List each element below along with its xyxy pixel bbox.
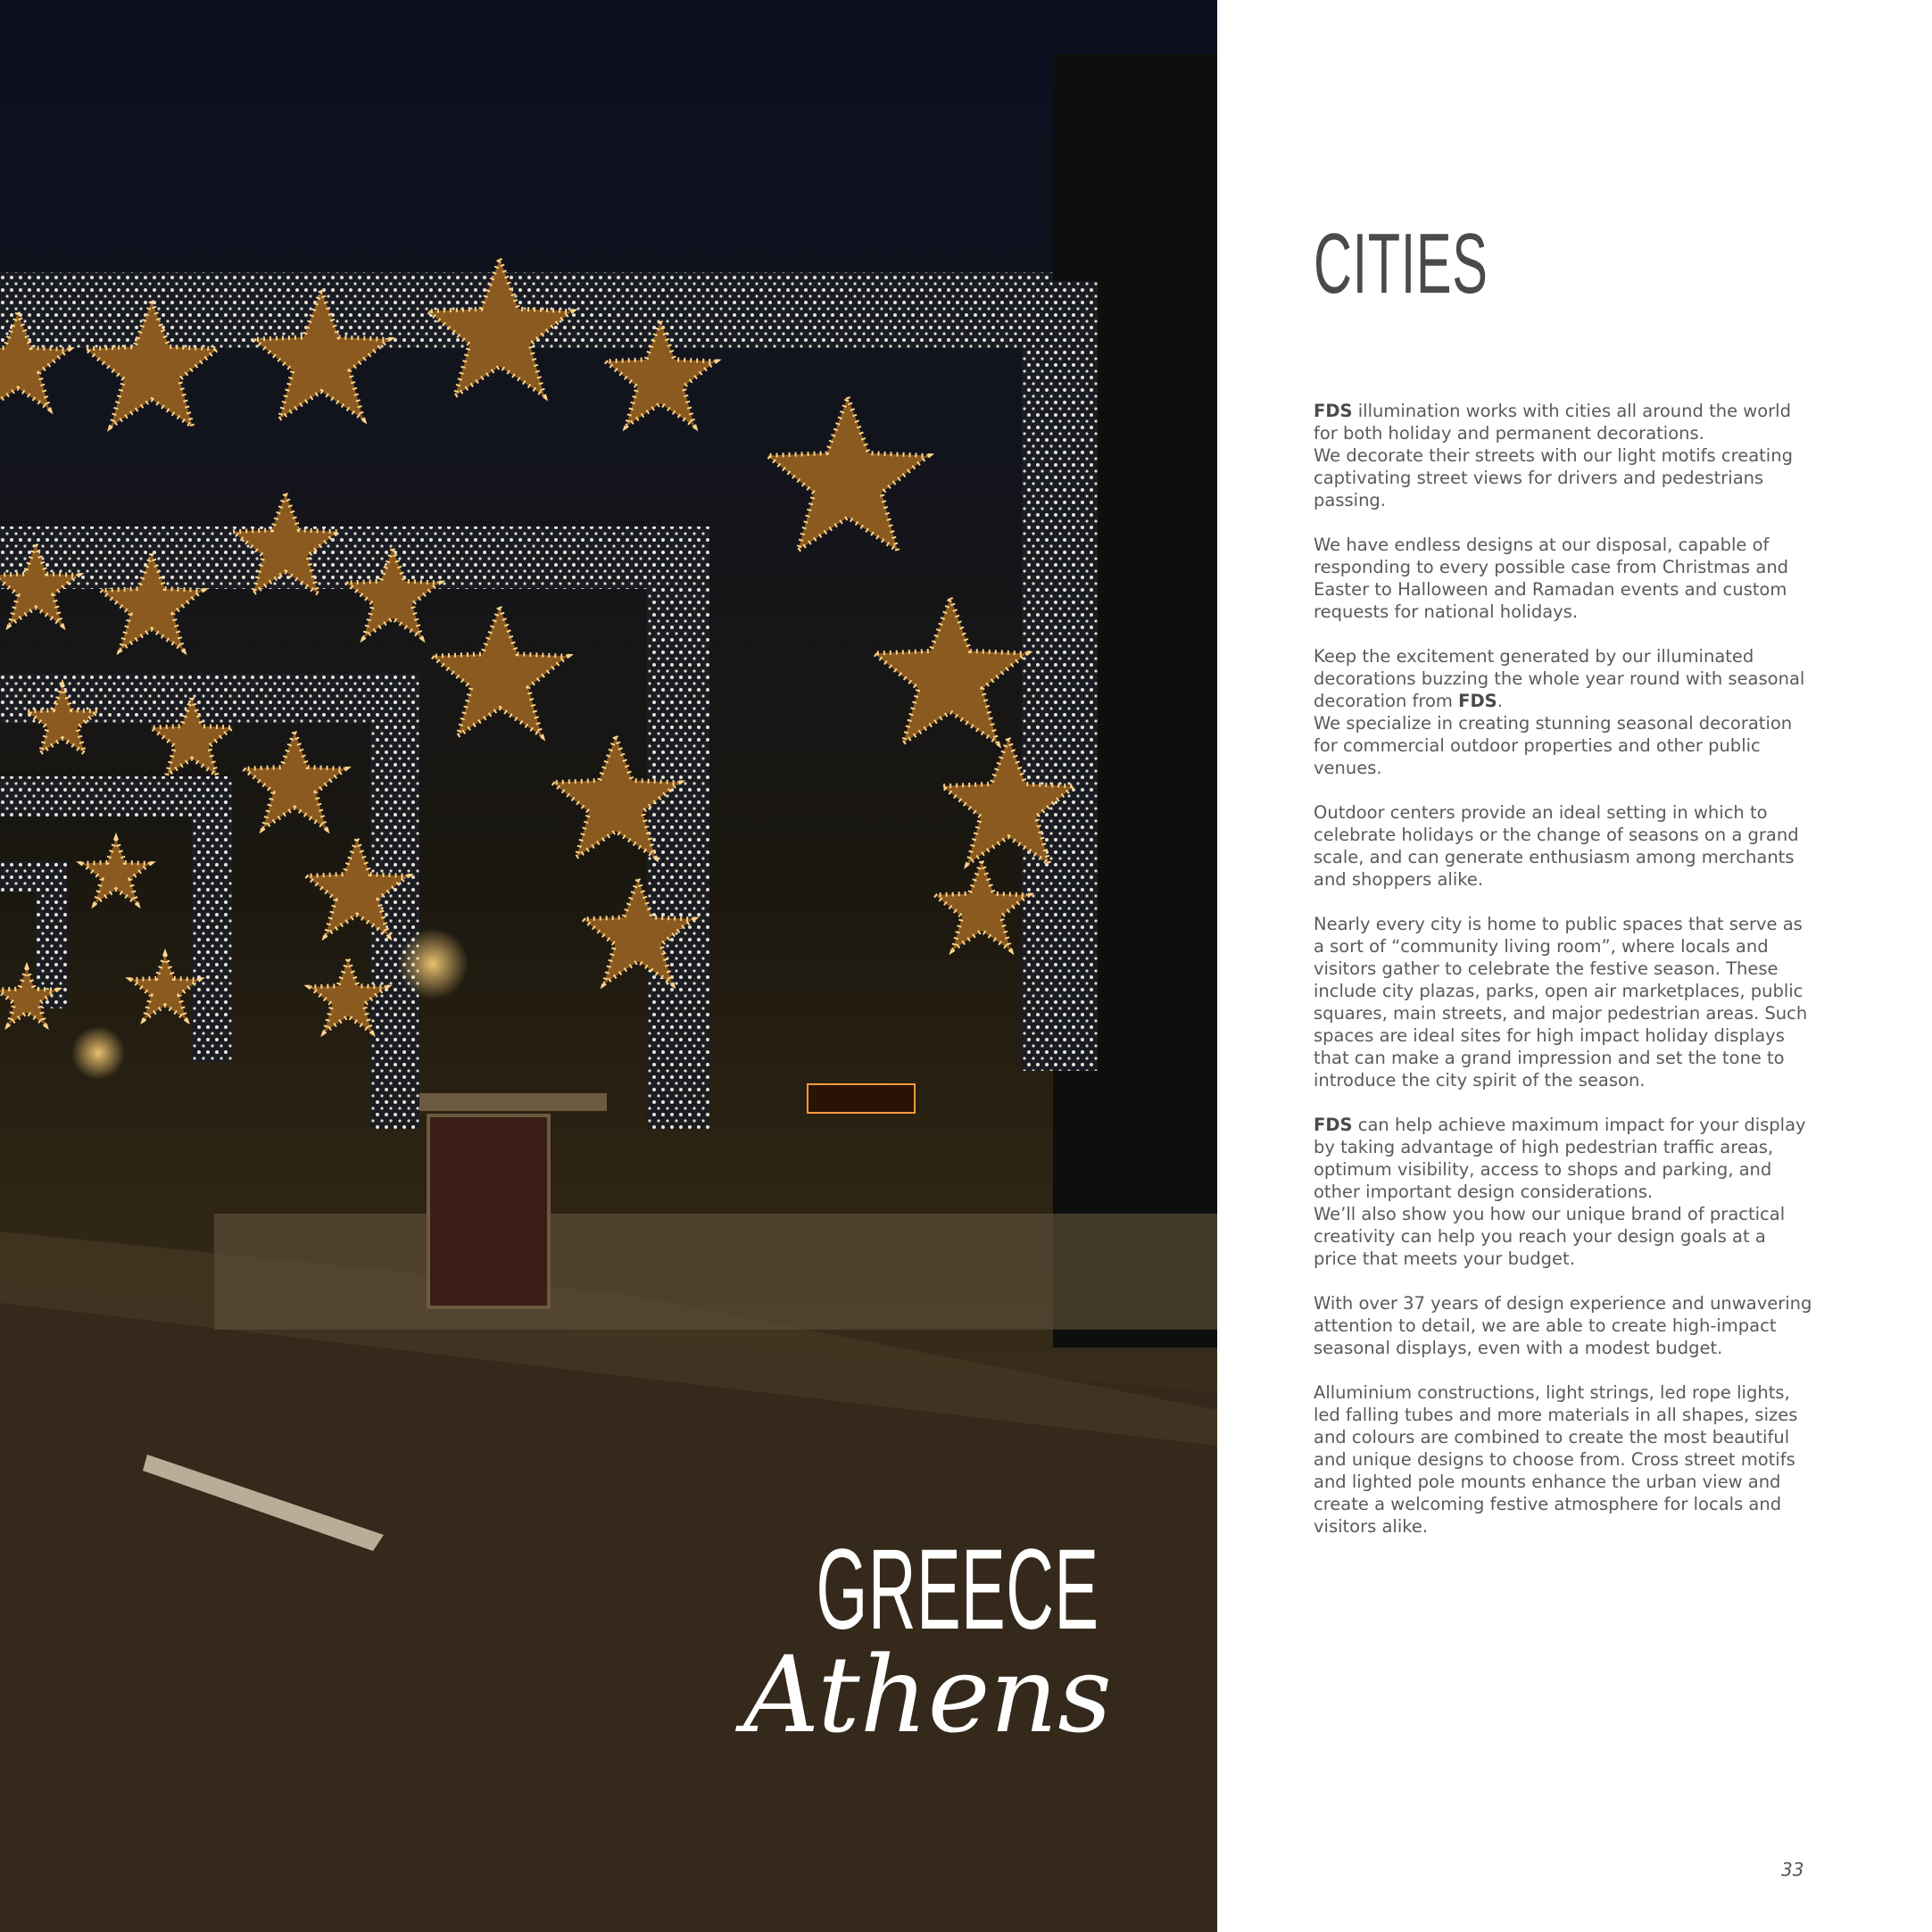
star-motif	[935, 861, 1029, 950]
street-lamp	[71, 1026, 125, 1080]
page-number: 33	[1781, 1859, 1804, 1880]
paragraph: Alluminium constructions, light strings, led rope lights, led falling tubes and more materials in all shapes, sizes and colours are combined to create the most beautiful and unique designs to choose from. Cross street motifs and lighted pole mounts enhance the urban view and create a welcoming festive atmosphere for locals and visitors alike.	[1314, 1382, 1798, 1537]
star-motif	[82, 839, 150, 903]
paragraph: FDS illumination works with cities all around the world for both holiday and permanent decorations. We decorate their streets with our light motifs creating captivating street views for drivers and pedestrians passing.	[1314, 401, 1793, 510]
paragraph: Outdoor centers provide an ideal setting in which to celebrate holidays or the change of seasons on a grand scale, and can generate enthusiasm among merchants and shoppers alike.	[1314, 802, 1799, 890]
body-text	[1314, 400, 1813, 1560]
paragraph: We have endless designs at our disposal, capable of responding to every possible case from Christmas and Easter to Halloween and Ramadan events and custom requests for national holidays.	[1314, 535, 1789, 622]
stone-wall	[214, 1214, 1217, 1330]
street-lamp	[397, 928, 468, 999]
bus-stop-roof	[419, 1093, 607, 1111]
paragraph: Nearly every city is home to public spaces that serve as a sort of “community living room”, where locals and visitors gather to celebrate the festive season. These include city plazas, parks, open air marketplaces, public squares, main streets, and major pedestrian areas. Such spaces are ideal sites for high impact holiday displays that can make a grand impression and set the tone to introduce the city spirit of the season.	[1314, 914, 1808, 1090]
paragraph: With over 37 years of design experience and unwavering attention to detail, we are able to create high-impact seasonal displays, even with a modest budget.	[1314, 1293, 1812, 1358]
brand-name: FDS	[1314, 401, 1353, 421]
brand-name: FDS	[1314, 1115, 1353, 1135]
arch-top	[0, 527, 669, 589]
star-motif	[131, 955, 199, 1019]
arch-leg	[192, 776, 232, 1062]
star-motif	[874, 598, 1026, 743]
brand-name: FDS	[1458, 691, 1497, 711]
photo-caption-country: GREECE	[816, 1526, 1099, 1654]
paragraph: FDS can help achieve maximum impact for your display by taking advantage of high pedestrian traffic areas, optimum visibility, access to shops and parking, and other important design considerations. We’ll also show you how our unique brand of practical creativity can help you reach your design goals at a price that meets your budget.	[1314, 1115, 1806, 1269]
arch-leg	[647, 527, 709, 1129]
star-motif	[767, 397, 929, 551]
arch-leg	[36, 861, 67, 1008]
arch-leg	[1022, 281, 1098, 1071]
page-title: CITIES	[1314, 216, 1488, 311]
paragraph: Keep the excitement generated by our illuminated decorations buzzing the whole year round with seasonal decoration from FDS. We specialize in creating stunning seasonal decoration for commercial outdoor properties and other public venues.	[1314, 646, 1805, 778]
star-motifs	[0, 259, 1074, 1032]
bus-stop-ad	[428, 1115, 549, 1307]
led-sign	[808, 1084, 915, 1113]
text-panel	[1217, 0, 1932, 1932]
photo-caption-city: Athens	[743, 1633, 1112, 1756]
star-motif	[244, 732, 345, 829]
star-motif	[432, 607, 568, 736]
